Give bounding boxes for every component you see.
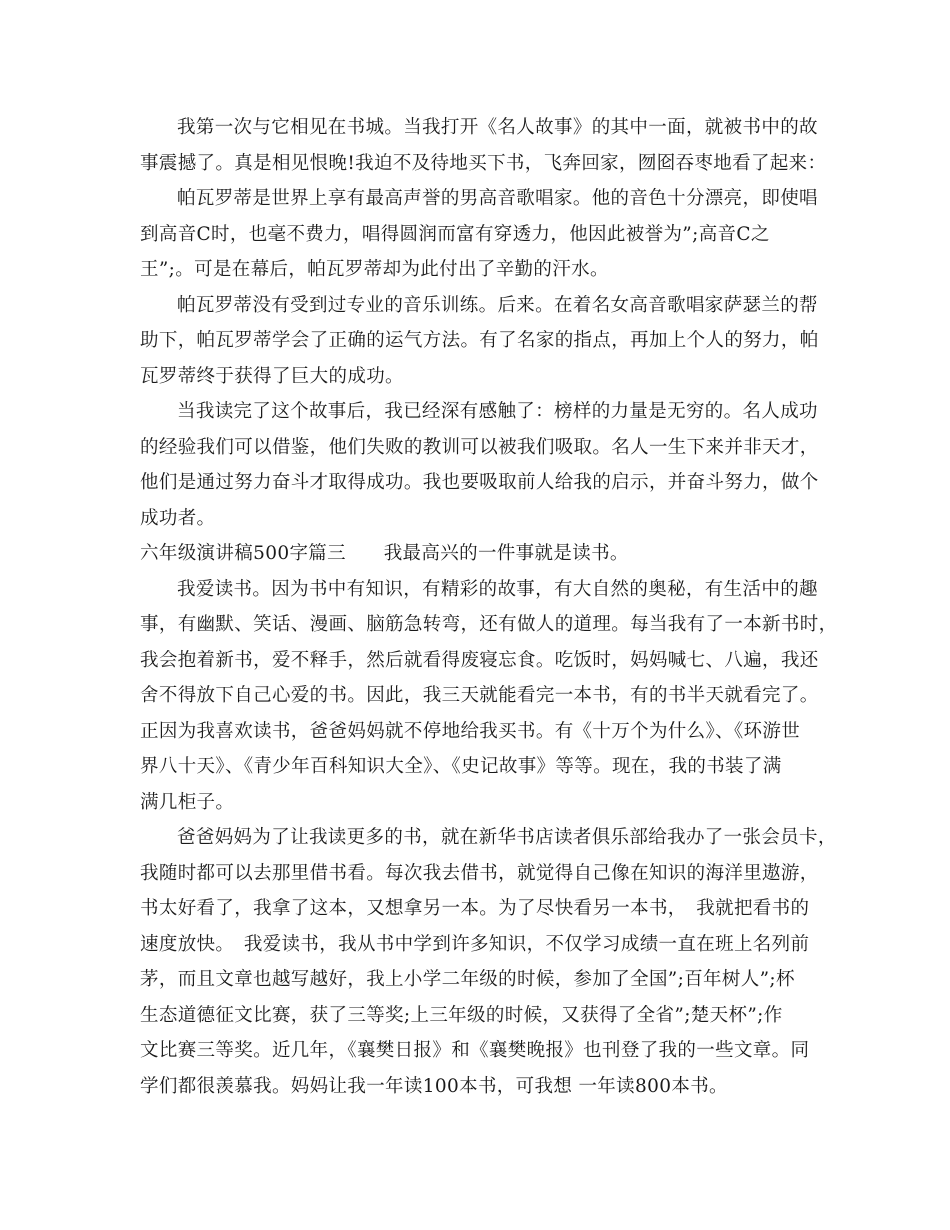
text-line: 舍不得放下自己心爱的书。因此，我三天就能看完一本书，有的书半天就看完了。 [140, 685, 819, 706]
text-line: 我随时都可以去那里借书看。每次我去借书，就觉得自己像在知识的海洋里遨游， [140, 862, 819, 884]
text-line: 书太好看了，我拿了这本，又想拿另一本。为了尽快看另一本书， 我就把看书的 [140, 898, 810, 919]
text-line: 学们都很羡慕我。妈妈让我一年读100本书，可我想 一年读800本书。 [140, 1075, 728, 1097]
text-line: 的经验我们可以借鉴，他们失败的教训可以被我们吸取。名人一生下来并非天才， [140, 436, 819, 458]
text-line: 满几柜子。 [140, 791, 235, 813]
document-body [140, 110, 840, 1104]
text-line: 瓦罗蒂终于获得了巨大的成功。 [140, 365, 404, 387]
text-line: 速度放快。 我爱读书，我从书中学到许多知识，不仅学习成绩一直在班上名列前 [140, 933, 810, 955]
text-line: 文比赛三等奖。近几年，《襄樊日报》和《襄樊晚报》也刊登了我的一些文章。同 [140, 1040, 810, 1061]
text-line: 帕瓦罗蒂是世界上享有最高声誉的男高音歌唱家。他的音色十分漂亮，即使唱 [177, 188, 818, 209]
text-line: 事，有幽默、笑话、漫画、脑筋急转弯，还有做人的道理。每当我有了一本新书时， [140, 614, 838, 635]
text-line: 他们是通过努力奋斗才取得成功。我也要吸取前人给我的启示，并奋斗努力，做个 [140, 472, 819, 493]
text-line: 我第一次与它相见在书城。当我打开《名人故事》的其中一面，就被书中的故 [177, 117, 818, 138]
text-line: 王”;。可是在幕后，帕瓦罗蒂却为此付出了辛勤的汗水。 [140, 259, 609, 280]
text-line: 助下，帕瓦罗蒂学会了正确的运气方法。有了名家的指点，再加上个人的努力，帕 [140, 330, 819, 351]
text-line: 界八十天》、《青少年百科知识大全》、《史记故事》等等。现在，我的书装了满 [140, 756, 782, 777]
text-line: 到高音C时，也毫不费力，唱得圆润而富有穿透力，他因此被誉为”;高音C之 [140, 223, 770, 245]
text-line: 我会抱着新书，爱不释手，然后就看得废寝忘食。吃饭时，妈妈喊七、八遍，我还 [140, 649, 819, 671]
text-line: 帕瓦罗蒂没有受到过专业的音乐训练。后来。在着名女高音歌唱家萨瑟兰的帮 [177, 294, 818, 316]
text-line: 成功者。 [140, 507, 216, 529]
text-line: 生态道德征文比赛，获了三等奖;上三年级的时候，又获得了全省”;楚天杯”;作 [140, 1004, 783, 1026]
text-line: 爸爸妈妈为了让我读更多的书，就在新华书店读者俱乐部给我办了一张会员卡， [177, 827, 837, 848]
text-line: 正因为我喜欢读书，爸爸妈妈就不停地给我买书。有《十万个为什么》、《环游世 [140, 720, 801, 742]
text-line: 事震撼了。真是相见恨晚!我迫不及待地买下书，飞奔回家，囫囵吞枣地看了起来： [140, 152, 827, 174]
text-line: 六年级演讲稿500字篇三 我最高兴的一件事就是读书。 [140, 543, 629, 564]
text-line: 当我读完了这个故事后，我已经深有感触了：榜样的力量是无穷的。名人成功 [177, 401, 818, 422]
text-line: 茅，而且文章也越写越好，我上小学二年级的时候，参加了全国”;百年树人”;杯 [140, 969, 795, 990]
text-line: 我爱读书。因为书中有知识，有精彩的故事，有大自然的奥秘，有生活中的趣 [177, 578, 818, 600]
